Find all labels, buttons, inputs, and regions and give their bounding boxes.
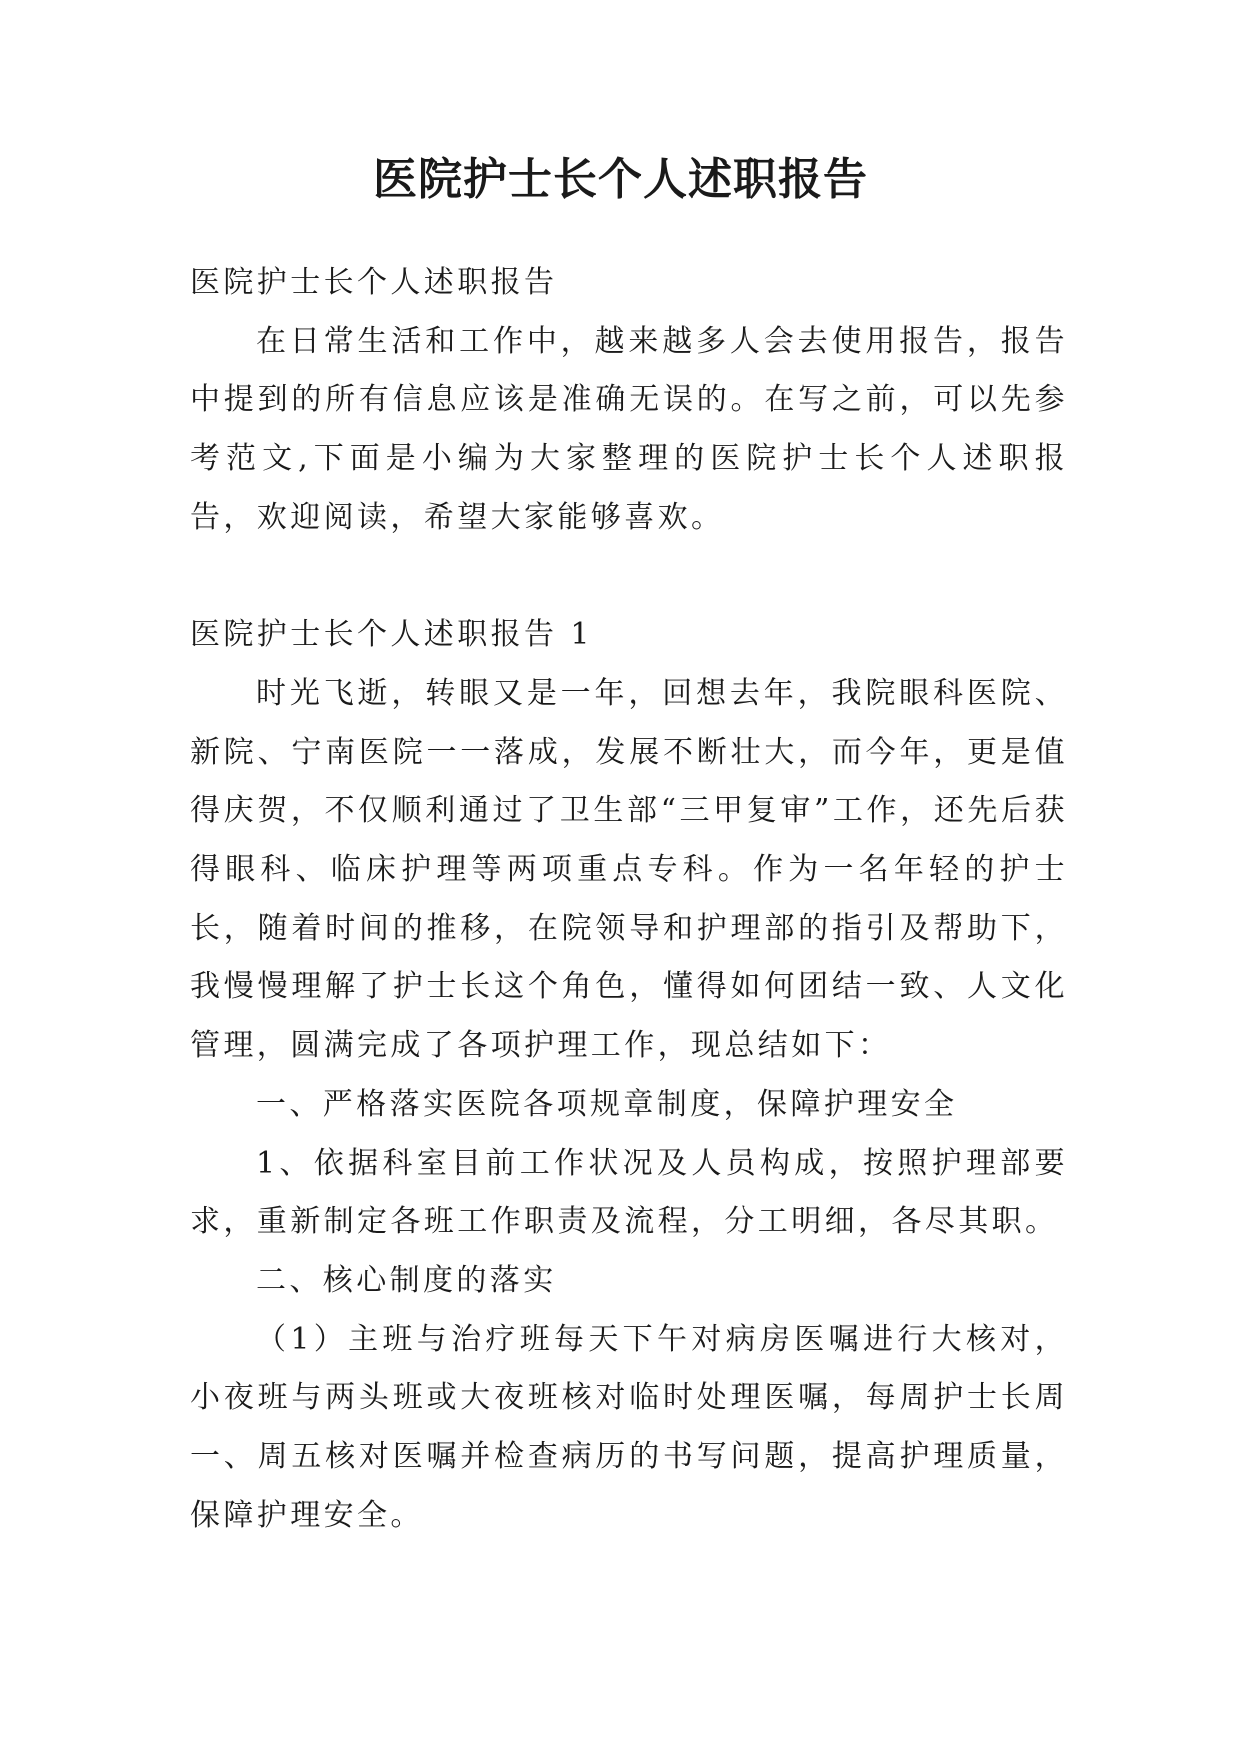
body-paragraph: 时光飞逝，转眼又是一年，回想去年，我院眼科医院、新院、宁南医院一一落成，发展不断壮大，而今年，更是值得庆贺，不仅顺利通过了卫生部“三甲复审”工作，还先后获得眼科、临床护理等两项重点专科。作为一名年轻的护士长，随着时间的推移，在院领导和护理部的指引及帮助下，我慢慢理解了护士长这个角色，懂得如何团结一致、人文化管理，圆满完成了各项护理工作，现总结如下：: [190, 675, 1068, 1064]
subtitle-paragraph: 医院护士长个人述职报告: [190, 265, 558, 300]
list-item: （1）主班与治疗班每天下午对病房医嘱进行大核对，小夜班与两头班或大夜班核对临时处理医嘱，每周护士长周一、周五核对医嘱并检查病历的书写问题，提高护理质量，保障护理安全。: [190, 1321, 1068, 1533]
list-heading: 二、核心制度的落实: [256, 1262, 557, 1298]
list-item: 1、依据科室目前工作状况及人员构成，按照护理部要求，重新制定各班工作职责及流程，分工明细，各尽其职。: [190, 1145, 1068, 1240]
list-heading: 一、严格落实医院各项规章制度，保障护理安全: [256, 1086, 958, 1122]
paragraph-gap: [190, 548, 1068, 607]
document-body: [190, 254, 1068, 1545]
section-heading: 医院护士长个人述职报告 1: [190, 617, 593, 653]
intro-paragraph: 在日常生活和工作中，越来越多人会去使用报告，报告中提到的所有信息应该是准确无误的。在写之前，可以先参考范文,下面是小编为大家整理的医院护士长个人述职报告，欢迎阅读，希望大家能够喜欢。: [190, 323, 1068, 535]
document-title: 医院护士长个人述职报告: [373, 154, 868, 205]
